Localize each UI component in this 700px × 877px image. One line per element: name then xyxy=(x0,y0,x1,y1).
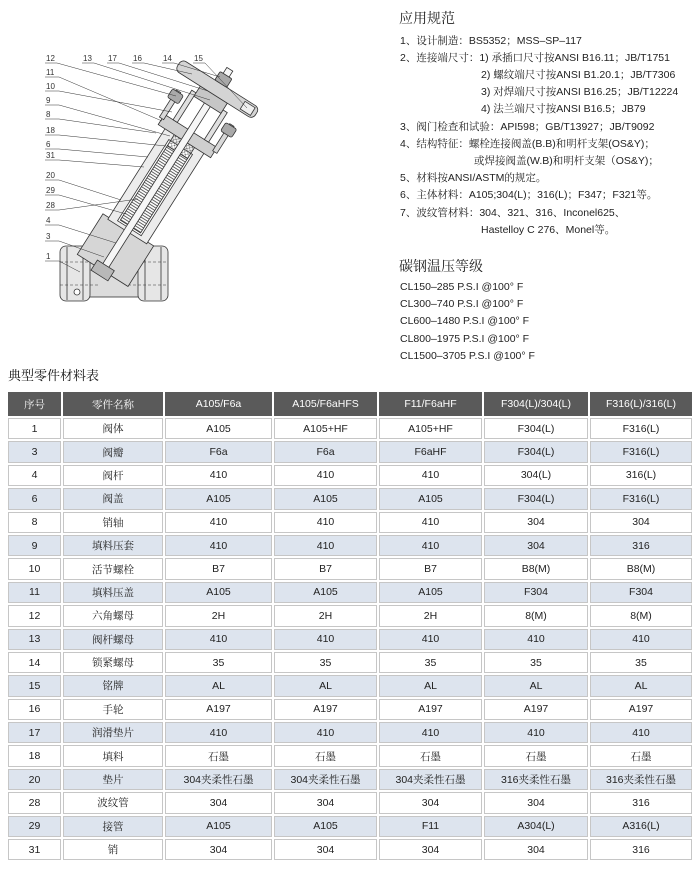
part-name-cell: 填料压套 xyxy=(63,535,163,556)
table-row xyxy=(8,418,692,439)
leader-line xyxy=(59,195,126,214)
material-cell: F6a xyxy=(274,441,377,462)
part-name-cell: 接管 xyxy=(63,816,163,837)
callout-label: 20 xyxy=(46,171,55,180)
material-cell: F304(L) xyxy=(484,418,588,439)
material-cell: F304(L) xyxy=(484,488,588,509)
material-cell: 410 xyxy=(165,465,272,486)
material-cell: 410 xyxy=(165,722,272,743)
material-cell: B7 xyxy=(274,558,377,579)
material-cell: 304 xyxy=(165,792,272,813)
spec-line: 2、连接端尺寸：1) 承插口尺寸按ANSI B16.11；JB/T1751 xyxy=(400,52,670,64)
table-row xyxy=(8,558,692,579)
part-name-cell: 填料压盖 xyxy=(63,582,163,603)
callout-label: 28 xyxy=(46,201,55,210)
part-name-cell: 阀体 xyxy=(63,418,163,439)
table-row xyxy=(8,816,692,837)
leader-line xyxy=(59,149,148,157)
material-cell: 2H xyxy=(274,605,377,626)
material-cell: F304(L) xyxy=(484,441,588,462)
material-cell: 410 xyxy=(379,535,482,556)
rating-line: CL150–285 P.S.I @100° F xyxy=(400,281,524,293)
material-cell: F304 xyxy=(590,582,692,603)
callout-label: 12 xyxy=(46,54,55,63)
row-number-cell: 17 xyxy=(8,722,61,743)
material-cell: 410 xyxy=(484,629,588,650)
table-row xyxy=(8,839,692,860)
table-row xyxy=(8,488,692,509)
material-cell: 石墨 xyxy=(484,745,588,766)
material-cell: AL xyxy=(165,675,272,696)
callout-label: 16 xyxy=(133,54,142,63)
leader-line xyxy=(59,119,156,133)
material-cell: 304夹柔性石墨 xyxy=(379,769,482,790)
spec-line: 5、材料按ANSI/ASTM的规定。 xyxy=(400,172,547,184)
table-row xyxy=(8,629,692,650)
callout-label: 3 xyxy=(46,232,51,241)
material-cell: A105 xyxy=(165,488,272,509)
spec-line: 3、阀门检查和试验：API598；GB/T13927；JB/T9092 xyxy=(400,121,655,133)
material-cell: 410 xyxy=(590,722,692,743)
callout-label: 18 xyxy=(46,126,55,135)
material-cell: 410 xyxy=(165,535,272,556)
material-cell: 2H xyxy=(165,605,272,626)
spec-line: 或焊接阀盖(W.B)和明杆支架（OS&Y)； xyxy=(474,155,659,167)
material-cell: 410 xyxy=(379,722,482,743)
material-cell: AL xyxy=(274,675,377,696)
material-cell: AL xyxy=(590,675,692,696)
callout-label: 17 xyxy=(108,54,117,63)
material-cell: 410 xyxy=(165,512,272,533)
table-row xyxy=(8,465,692,486)
row-number-cell: 4 xyxy=(8,465,61,486)
material-cell: 304 xyxy=(274,839,377,860)
material-cell: 304 xyxy=(484,839,588,860)
table-row xyxy=(8,699,692,720)
material-cell: 304 xyxy=(484,535,588,556)
material-cell: 316(L) xyxy=(590,465,692,486)
material-cell: A105+HF xyxy=(379,418,482,439)
leader-line xyxy=(59,160,144,167)
table-row xyxy=(8,722,692,743)
material-cell: 316夹柔性石墨 xyxy=(484,769,588,790)
row-number-cell: 29 xyxy=(8,816,61,837)
material-cell: 410 xyxy=(484,722,588,743)
part-name-cell: 六角螺母 xyxy=(63,605,163,626)
spec-line: 4) 法兰端尺寸按ANSI B16.5；JB79 xyxy=(481,103,646,115)
material-cell: 410 xyxy=(274,629,377,650)
material-cell: A105 xyxy=(165,816,272,837)
material-cell: F316(L) xyxy=(590,441,692,462)
table-row xyxy=(8,605,692,626)
material-cell: 410 xyxy=(590,629,692,650)
material-cell: 304 xyxy=(484,512,588,533)
material-cell: 35 xyxy=(379,652,482,673)
part-name-cell: 波纹管 xyxy=(63,792,163,813)
part-name-cell: 阀杆螺母 xyxy=(63,629,163,650)
row-number-cell: 3 xyxy=(8,441,61,462)
material-cell: AL xyxy=(484,675,588,696)
material-cell: 8(M) xyxy=(484,605,588,626)
material-cell: 410 xyxy=(274,512,377,533)
material-cell: 304 xyxy=(165,839,272,860)
callout-label: 9 xyxy=(46,96,51,105)
spec-line: Hastelloy C 276、Monel等。 xyxy=(481,224,616,236)
material-cell: 304 xyxy=(274,792,377,813)
material-cell: 35 xyxy=(484,652,588,673)
rating-line: CL800–1975 P.S.I @100° F xyxy=(400,333,530,345)
material-cell: 410 xyxy=(379,512,482,533)
part-name-cell: 垫片 xyxy=(63,769,163,790)
table-row xyxy=(8,441,692,462)
material-cell: 304 xyxy=(484,792,588,813)
row-number-cell: 12 xyxy=(8,605,61,626)
row-number-cell: 6 xyxy=(8,488,61,509)
material-cell: 304夹柔性石墨 xyxy=(165,769,272,790)
callout-label: 4 xyxy=(46,216,51,225)
part-name-cell: 阀盖 xyxy=(63,488,163,509)
table-row xyxy=(8,535,692,556)
material-cell: AL xyxy=(379,675,482,696)
spec-line: 6、主体材料：A105;304(L)；316(L)；F347；F321等。 xyxy=(400,189,658,201)
spec-line: 7、波纹管材料：304、321、316、Inconel625、 xyxy=(400,207,626,219)
material-cell: A197 xyxy=(590,699,692,720)
table-row xyxy=(8,792,692,813)
spec-line: 1、设计制造：BS5352；MSS–SP–117 xyxy=(400,35,582,47)
callout-label: 29 xyxy=(46,186,55,195)
material-cell: F304 xyxy=(484,582,588,603)
material-cell: A105 xyxy=(165,582,272,603)
material-cell: 35 xyxy=(165,652,272,673)
leader-line xyxy=(59,135,166,146)
spec-line: 4、结构特征：螺栓连接阀盖(B.B)和明杆支架(OS&Y)； xyxy=(400,138,655,150)
material-cell: 410 xyxy=(274,535,377,556)
row-number-cell: 18 xyxy=(8,745,61,766)
row-number-cell: 20 xyxy=(8,769,61,790)
row-number-cell: 10 xyxy=(8,558,61,579)
material-cell: 410 xyxy=(379,629,482,650)
leader-line xyxy=(57,63,176,96)
material-cell: 316 xyxy=(590,839,692,860)
material-cell: 304夹柔性石墨 xyxy=(274,769,377,790)
table-header-cell: 零件名称 xyxy=(63,392,163,416)
row-number-cell: 8 xyxy=(8,512,61,533)
material-cell: 410 xyxy=(165,629,272,650)
material-cell: 304 xyxy=(590,512,692,533)
material-cell: F6a xyxy=(165,441,272,462)
table-header-cell: A105/F6a xyxy=(165,392,272,416)
material-cell: A105+HF xyxy=(274,418,377,439)
leader-line xyxy=(59,91,172,112)
part-name-cell: 手轮 xyxy=(63,699,163,720)
callout-label: 1 xyxy=(46,252,51,261)
material-cell: A197 xyxy=(379,699,482,720)
material-cell: A105 xyxy=(379,582,482,603)
material-cell: B7 xyxy=(379,558,482,579)
material-cell: 2H xyxy=(379,605,482,626)
row-number-cell: 16 xyxy=(8,699,61,720)
rating-line: CL1500–3705 P.S.I @100° F xyxy=(400,350,535,362)
row-number-cell: 14 xyxy=(8,652,61,673)
material-cell: A105 xyxy=(165,418,272,439)
material-cell: A105 xyxy=(274,582,377,603)
part-name-cell: 填料 xyxy=(63,745,163,766)
material-cell: F6aHF xyxy=(379,441,482,462)
table-row xyxy=(8,652,692,673)
material-cell: F11 xyxy=(379,816,482,837)
material-cell: 316夹柔性石墨 xyxy=(590,769,692,790)
table-row xyxy=(8,582,692,603)
callout-label: 8 xyxy=(46,110,51,119)
callout-label: 31 xyxy=(46,151,55,160)
material-cell: A197 xyxy=(274,699,377,720)
material-cell: 410 xyxy=(274,465,377,486)
callout-label: 10 xyxy=(46,82,55,91)
table-row xyxy=(8,675,692,696)
material-cell: 304 xyxy=(379,839,482,860)
part-name-cell: 阀杆 xyxy=(63,465,163,486)
callout-label: 13 xyxy=(83,54,92,63)
material-cell: A304(L) xyxy=(484,816,588,837)
rating-line: CL300–740 P.S.I @100° F xyxy=(400,298,524,310)
valve-cross-section-drawing xyxy=(0,0,300,320)
row-number-cell: 1 xyxy=(8,418,61,439)
material-cell: A105 xyxy=(379,488,482,509)
material-cell: A316(L) xyxy=(590,816,692,837)
material-cell: 石墨 xyxy=(165,745,272,766)
table-header-cell: 序号 xyxy=(8,392,61,416)
part-name-cell: 铭牌 xyxy=(63,675,163,696)
material-cell: A197 xyxy=(484,699,588,720)
row-number-cell: 31 xyxy=(8,839,61,860)
material-cell: A105 xyxy=(274,816,377,837)
material-cell: A105 xyxy=(274,488,377,509)
material-cell: 410 xyxy=(274,722,377,743)
spec-line: 3) 对焊端尺寸按ANSI B16.25；JB/T12224 xyxy=(481,86,679,98)
material-cell: 35 xyxy=(274,652,377,673)
row-number-cell: 9 xyxy=(8,535,61,556)
row-number-cell: 11 xyxy=(8,582,61,603)
table-header-cell: F304(L)/304(L) xyxy=(484,392,588,416)
material-cell: 316 xyxy=(590,535,692,556)
material-cell: B8(M) xyxy=(590,558,692,579)
spec-line: 2) 螺纹端尺寸按ANSI B1.20.1；JB/T7306 xyxy=(481,69,676,81)
leader-line xyxy=(59,180,121,200)
material-cell: F316(L) xyxy=(590,418,692,439)
row-number-cell: 28 xyxy=(8,792,61,813)
table-header-cell: A105/F6aHFS xyxy=(274,392,377,416)
material-cell: 410 xyxy=(379,465,482,486)
material-cell: 石墨 xyxy=(379,745,482,766)
part-name-cell: 锁紧螺母 xyxy=(63,652,163,673)
row-number-cell: 13 xyxy=(8,629,61,650)
materials-table xyxy=(8,392,692,862)
row-number-cell: 15 xyxy=(8,675,61,696)
material-cell: 石墨 xyxy=(274,745,377,766)
material-cell: A197 xyxy=(165,699,272,720)
callout-label: 14 xyxy=(163,54,172,63)
part-name-cell: 销 xyxy=(63,839,163,860)
table-row xyxy=(8,769,692,790)
material-cell: 8(M) xyxy=(590,605,692,626)
callout-label: 6 xyxy=(46,140,51,149)
callout-label: 11 xyxy=(46,68,55,77)
part-name-cell: 润滑垫片 xyxy=(63,722,163,743)
part-name-cell: 阀瓣 xyxy=(63,441,163,462)
part-name-cell: 活节螺栓 xyxy=(63,558,163,579)
callout-label: 15 xyxy=(194,54,203,63)
materials-table-title: 典型零件材料表 xyxy=(8,368,100,383)
material-cell: 35 xyxy=(590,652,692,673)
table-header-cell: F11/F6aHF xyxy=(379,392,482,416)
table-row xyxy=(8,512,692,533)
specs-title: 应用规范 xyxy=(399,10,455,26)
part-name-cell: 销轴 xyxy=(63,512,163,533)
material-cell: 316 xyxy=(590,792,692,813)
ratings-title: 碳钢温压等级 xyxy=(399,258,483,274)
material-cell: 石墨 xyxy=(590,745,692,766)
leader-line xyxy=(59,105,170,136)
table-row xyxy=(8,745,692,766)
leader-line xyxy=(59,77,162,121)
material-cell: B7 xyxy=(165,558,272,579)
material-cell: 304(L) xyxy=(484,465,588,486)
material-cell: F316(L) xyxy=(590,488,692,509)
table-header-row xyxy=(8,392,692,416)
material-cell: 304 xyxy=(379,792,482,813)
rating-line: CL600–1480 P.S.I @100° F xyxy=(400,315,530,327)
material-cell: B8(M) xyxy=(484,558,588,579)
table-header-cell: F316(L)/316(L) xyxy=(590,392,692,416)
